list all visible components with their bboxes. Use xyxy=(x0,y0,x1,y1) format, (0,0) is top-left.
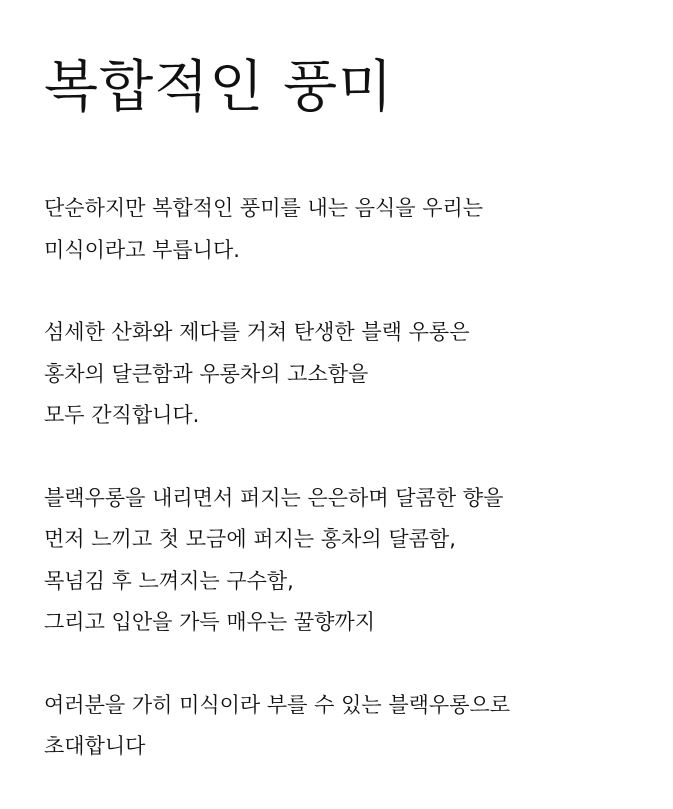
text-line: 여러분을 가히 미식이라 부를 수 있는 블랙우롱으로 xyxy=(44,692,511,717)
text-line: 모두 간직합니다. xyxy=(44,403,200,427)
paragraph-intro xyxy=(44,188,510,271)
text-line: 초대합니다 xyxy=(44,734,146,758)
text-line: 목넘김 후 느껴지는 구수함, xyxy=(44,568,294,593)
description-body xyxy=(44,188,510,809)
text-line: 홍차의 달큰함과 우롱차의 고소함을 xyxy=(44,361,369,386)
text-line: 미식이라고 부릅니다. xyxy=(44,237,240,262)
text-line: 그리고 입안을 가득 매우는 꿀향까지 xyxy=(44,610,375,634)
text-line: 단순하지만 복합적인 풍미를 내는 음식을 우리는 xyxy=(44,196,484,220)
paragraph-invitation xyxy=(44,685,510,768)
text-line: 먼저 느끼고 첫 모금에 퍼지는 홍차의 달콤함, xyxy=(44,527,456,551)
paragraph-tasting xyxy=(44,478,510,644)
text-line: 섬세한 산화와 제다를 거쳐 탄생한 블랙 우롱은 xyxy=(44,320,470,344)
paragraph-process xyxy=(44,312,510,437)
page-title: 복합적인 풍미 xyxy=(44,55,394,120)
text-line: 블랙우롱을 내리면서 퍼지는 은은하며 달콤한 향을 xyxy=(44,485,504,510)
